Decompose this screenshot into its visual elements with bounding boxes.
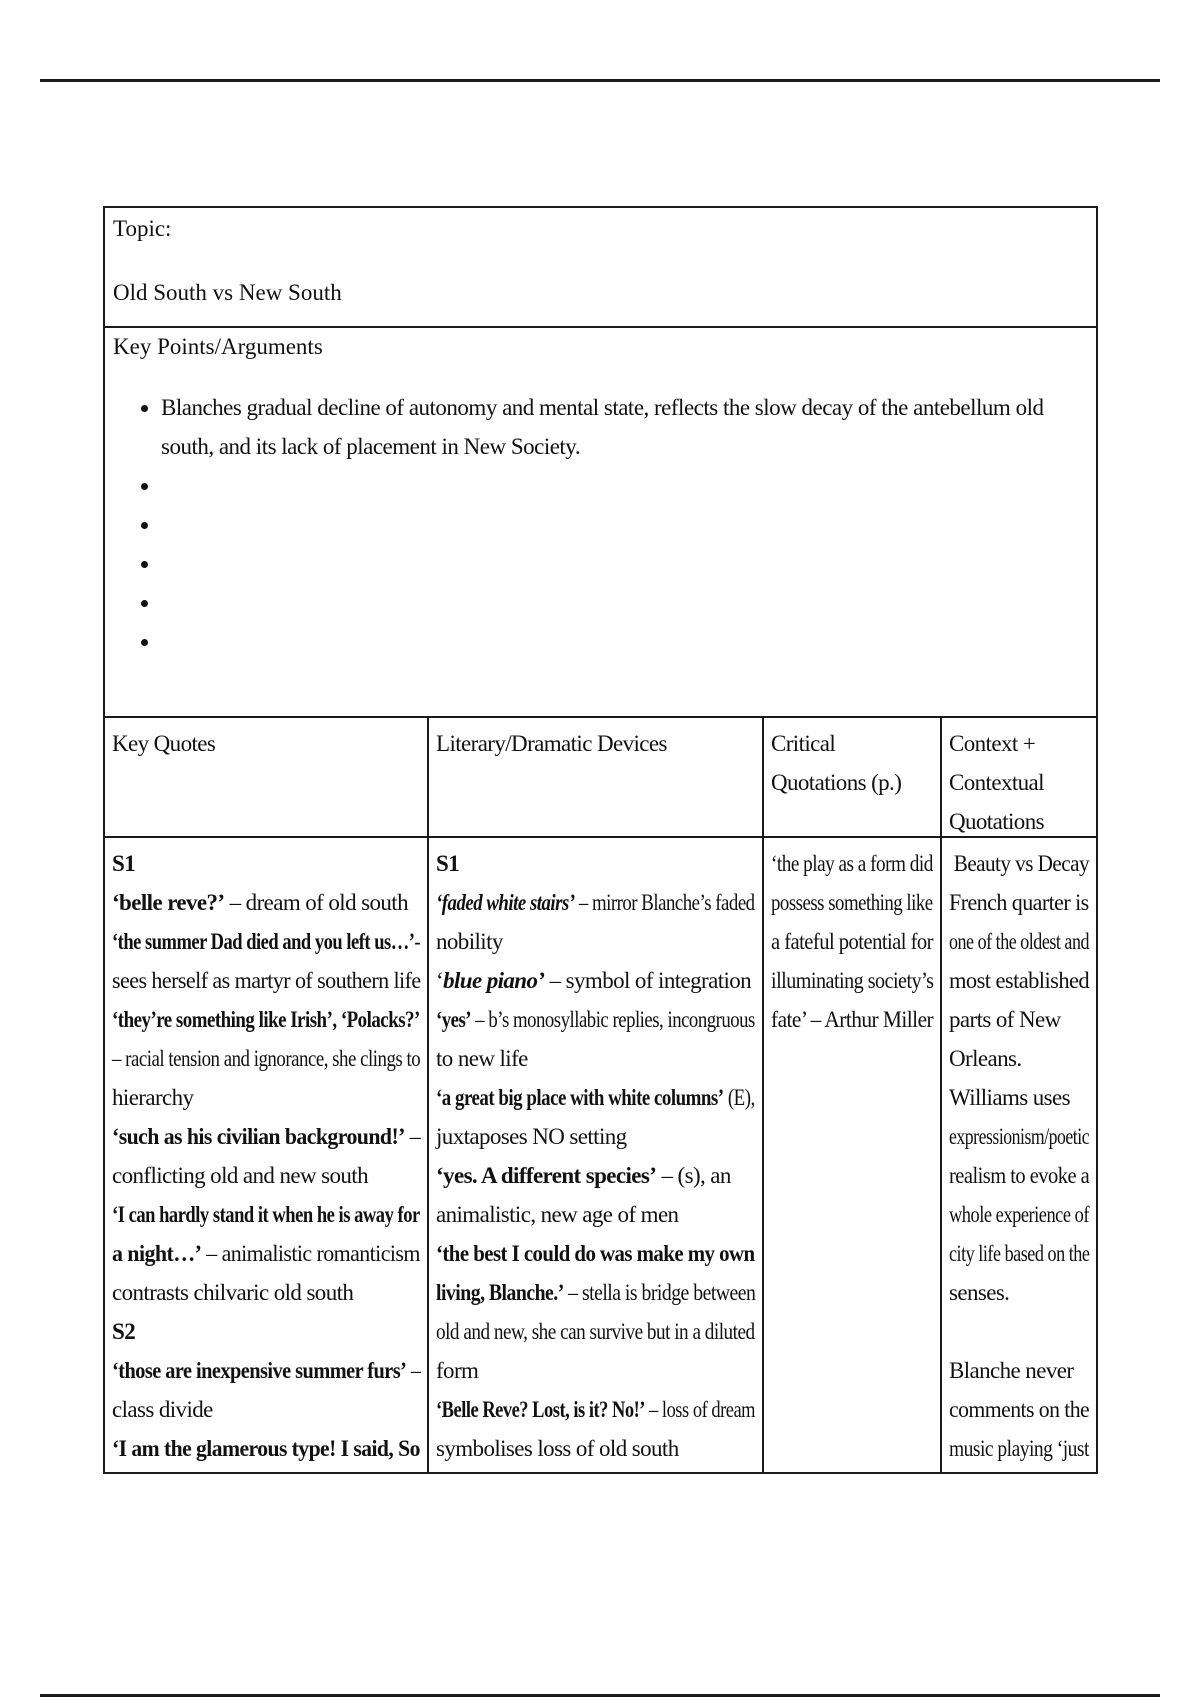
context-line: expressionism/poetic bbox=[949, 1124, 1090, 1149]
device-note: – (s), an bbox=[656, 1163, 731, 1188]
quote-note: – dream of old south bbox=[224, 890, 408, 915]
critical-line: ‘the play as a form did bbox=[771, 851, 933, 876]
device-note: – loss of dream bbox=[644, 1397, 756, 1422]
header-devices-label: Literary/Dramatic Devices bbox=[436, 731, 667, 756]
context-line: Blanche never bbox=[949, 1358, 1074, 1383]
quote-text: ‘the summer Dad died and you left us…’ bbox=[112, 929, 415, 954]
device-note: – mirror Blanche’s faded bbox=[574, 890, 755, 915]
context-cell bbox=[942, 838, 1096, 1472]
quote-note: conflicting old and new south bbox=[112, 1163, 368, 1188]
critical-line: a fateful potential for bbox=[771, 929, 933, 954]
device-line bbox=[436, 1390, 755, 1429]
topic-row bbox=[105, 208, 1096, 328]
context-line: music playing ‘just bbox=[949, 1436, 1089, 1461]
context-line: French quarter is bbox=[949, 890, 1089, 915]
device-line bbox=[436, 1273, 755, 1312]
context-line: most established bbox=[949, 968, 1090, 993]
content-row bbox=[105, 838, 1096, 1472]
context-line: Williams uses bbox=[949, 1085, 1070, 1110]
context-line: senses. bbox=[949, 1280, 1010, 1305]
device-quote: ‘faded white stairs’ bbox=[436, 890, 575, 915]
quote-line bbox=[112, 1234, 420, 1273]
footer-rule bbox=[40, 1694, 1160, 1697]
header-key-quotes bbox=[105, 718, 429, 836]
key-points-list bbox=[113, 388, 1088, 661]
header-critical-label: Critical Quotations (p.) bbox=[771, 731, 902, 795]
device-note: symbolises loss of old south bbox=[436, 1436, 679, 1461]
device-quote: ‘Belle Reve? Lost, is it? No!’ bbox=[436, 1397, 645, 1422]
quote-note: – bbox=[406, 1358, 421, 1383]
header-critical bbox=[764, 718, 942, 836]
quote-line bbox=[112, 922, 420, 961]
quote-note: contrasts chilvaric old south bbox=[112, 1280, 354, 1305]
device-line bbox=[436, 883, 755, 922]
key-points-row bbox=[105, 328, 1096, 718]
quote-note: - bbox=[414, 929, 421, 954]
key-point-item bbox=[161, 466, 1088, 505]
critical-line: illuminating society’s bbox=[771, 968, 934, 993]
device-quote: ‘yes. A different species’ bbox=[436, 1163, 657, 1188]
quote-text: ‘they’re something like Irish’, ‘Polacks?’ bbox=[112, 1007, 420, 1032]
device-note: (E), bbox=[723, 1085, 755, 1110]
quote-line bbox=[112, 883, 408, 922]
revision-sheet bbox=[103, 206, 1098, 1474]
device-note: old and new, she can survive but in a diluted bbox=[436, 1319, 755, 1344]
key-point-item bbox=[161, 583, 1088, 622]
spacer bbox=[949, 1312, 1089, 1351]
key-points-heading: Key Points/Arguments bbox=[113, 334, 323, 359]
topic-value: Old South vs New South bbox=[113, 280, 342, 305]
quote-note: hierarchy bbox=[112, 1085, 194, 1110]
key-point-item: • Blanches gradual decline of autonomy and mental state, reflects the slow decay of the antebellum old south, and its lack of placement in New Society. bbox=[161, 388, 1088, 466]
device-line bbox=[436, 1078, 755, 1117]
header-context-label: Quotations bbox=[949, 809, 1044, 834]
quote-line bbox=[112, 1117, 420, 1156]
device-note: animalistic, new age of men bbox=[436, 1202, 679, 1227]
quote-text: ‘those are inexpensive summer furs’ bbox=[112, 1358, 407, 1383]
quote-note: – bbox=[404, 1124, 421, 1149]
header-context-label: Contextual bbox=[949, 770, 1044, 795]
device-quote: blue piano’ bbox=[443, 968, 545, 993]
device-line bbox=[436, 1000, 755, 1039]
context-line: one of the oldest and bbox=[949, 929, 1089, 954]
quote-text: a night…’ bbox=[112, 1241, 202, 1266]
device-quote: ‘the best I could do was make my own bbox=[436, 1241, 755, 1266]
quote-note: class divide bbox=[112, 1397, 213, 1422]
device-quote: ‘a great big place with white columns’ bbox=[436, 1085, 724, 1110]
key-point-item bbox=[161, 544, 1088, 583]
context-line: parts of New bbox=[949, 1007, 1061, 1032]
header-key-quotes-label: Key Quotes bbox=[112, 731, 216, 756]
quote-note: – animalistic romanticism bbox=[201, 1241, 420, 1266]
topic-label: Topic: bbox=[113, 216, 172, 241]
device-note: – b’s monosyllabic replies, incongruous bbox=[471, 1007, 755, 1032]
quote-text: ‘I am the glamerous type! I said, So bbox=[112, 1436, 420, 1461]
device-line bbox=[436, 961, 751, 1000]
critical-cell bbox=[764, 838, 942, 1472]
header-context bbox=[942, 718, 1096, 836]
quote-line bbox=[112, 1351, 421, 1390]
critical-line: possess something like bbox=[771, 890, 933, 915]
device-note: – symbol of integration bbox=[544, 968, 752, 993]
context-line: Beauty vs Decay bbox=[949, 851, 1089, 876]
header-rule bbox=[40, 79, 1160, 82]
header-devices bbox=[429, 718, 764, 836]
quote-note: – racial tension and ignorance, she clings to bbox=[112, 1046, 421, 1071]
device-note: to new life bbox=[436, 1046, 528, 1071]
device-quote: living, Blanche.’ bbox=[436, 1280, 564, 1305]
context-line: realism to evoke a bbox=[949, 1163, 1090, 1188]
device-note: juxtaposes NO setting bbox=[436, 1124, 627, 1149]
quote-text: ‘such as his civilian background!’ bbox=[112, 1124, 405, 1149]
critical-line: fate’ – Arthur Miller bbox=[771, 1007, 934, 1032]
key-point-item bbox=[161, 505, 1088, 544]
column-header-row bbox=[105, 718, 1096, 838]
device-quote: ‘yes’ bbox=[436, 1007, 472, 1032]
quote-text: ‘I can hardly stand it when he is away for bbox=[112, 1202, 420, 1227]
context-line: city life based on the bbox=[949, 1241, 1090, 1266]
devices-cell bbox=[429, 838, 764, 1472]
context-line: whole experience of bbox=[949, 1202, 1090, 1227]
header-context-label: Context + bbox=[949, 731, 1036, 756]
key-quotes-cell bbox=[105, 838, 429, 1472]
device-note: nobility bbox=[436, 929, 503, 954]
context-line: comments on the bbox=[949, 1397, 1090, 1422]
device-note: – stella is bridge between bbox=[563, 1280, 756, 1305]
device-quote-mark: ‘ bbox=[436, 968, 444, 993]
device-line bbox=[436, 1156, 731, 1195]
key-point-item bbox=[161, 622, 1088, 661]
quote-text: ‘belle reve?’ bbox=[112, 890, 225, 915]
device-note: form bbox=[436, 1358, 479, 1383]
section-heading: S1 bbox=[112, 851, 136, 876]
context-line: Orleans. bbox=[949, 1046, 1022, 1071]
section-heading: S1 bbox=[436, 851, 460, 876]
quote-note: sees herself as martyr of southern life bbox=[112, 968, 421, 993]
section-heading: S2 bbox=[112, 1319, 136, 1344]
